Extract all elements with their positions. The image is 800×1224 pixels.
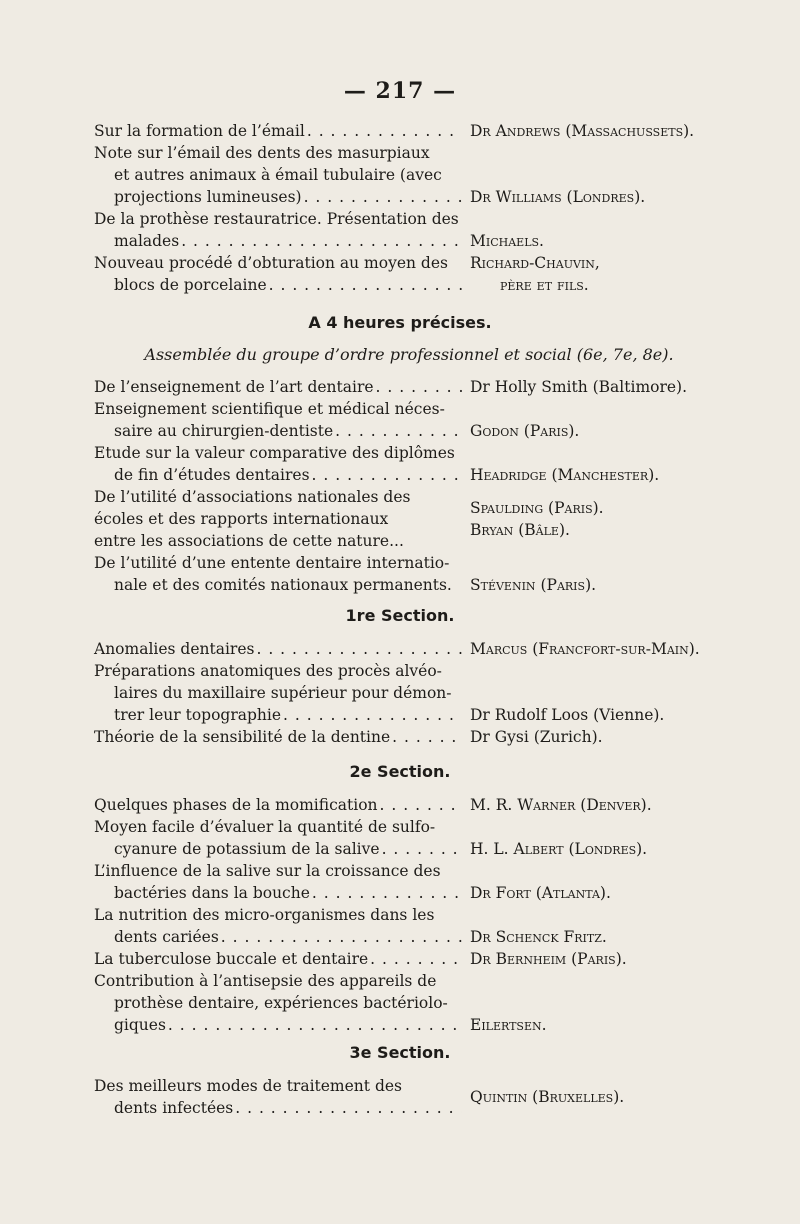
program-entry (94, 142, 724, 208)
entry-title: De la prothèse restauratrice. Présentation des (94, 210, 459, 228)
entry-author: Headridge (Manchester). (470, 466, 660, 484)
entry-author-line: Richard-Chauvin, (470, 254, 600, 272)
entry-title: saire au chirurgien-dentiste (114, 422, 334, 440)
entry-title: blocs de porcelaine (114, 276, 267, 294)
entry-title: Préparations anatomiques des procès alvéo- (94, 662, 442, 680)
entry-title: bactéries dans la bouche (114, 884, 310, 902)
program-entry (94, 486, 724, 552)
entry-author (464, 497, 724, 541)
entry-title: giques (114, 1016, 166, 1034)
entry-author: Dr Gysi (Zurich). (470, 728, 603, 746)
program-entry (94, 1075, 724, 1119)
program-entry (94, 816, 724, 860)
entry-title: La nutrition des micro-organismes dans les (94, 906, 435, 924)
program-entry (94, 252, 724, 296)
page-number: — 217 — (343, 78, 457, 104)
program-entry (94, 442, 724, 486)
entry-author: M. R. Warner (Denver). (470, 796, 652, 814)
entry-title: cyanure de potassium de la salive (114, 840, 380, 858)
entry-author: Dr Williams (Londres). (470, 188, 646, 206)
program-group-2 (94, 376, 724, 596)
entry-title: La tuberculose buccale et dentaire (94, 950, 369, 968)
entry-title: Enseignement scientifique et médical néces- (94, 400, 445, 418)
entry-author: Godon (Paris). (470, 422, 580, 440)
entry-author: H. L. Albert (Londres). (470, 840, 648, 858)
entry-title: De l’utilité d’une entente dentaire internatio- (94, 554, 450, 572)
entry-title: écoles et des rapports internationaux (94, 510, 389, 528)
program-entry (94, 904, 724, 948)
entry-title: Sur la formation de l’émail (94, 122, 305, 140)
entry-title: projections lumineuses) (114, 188, 302, 206)
program-group-1 (94, 120, 724, 296)
entry-author: Stévenin (Paris). (470, 576, 597, 594)
entry-author: Michaels. (470, 232, 544, 250)
section-1 (94, 638, 724, 748)
program-entry (94, 948, 724, 970)
entry-author-line: père et fils. (500, 276, 589, 294)
section-3 (94, 1075, 724, 1119)
section-3-heading: 3e Section. (349, 1043, 451, 1062)
entry-author (464, 252, 724, 296)
entry-title: Contribution à l’antisepsie des appareils de (94, 972, 437, 990)
entry-title: L’influence de la salive sur la croissance des (94, 862, 441, 880)
entry-title: Nouveau procédé d’obturation au moyen des (94, 254, 448, 272)
program-entry (94, 860, 724, 904)
entry-author: Dr Andrews (Massachussets). (470, 122, 695, 140)
entry-author: Marcus (Francfort-sur-Main). (470, 640, 700, 658)
entry-title: Moyen facile d’évaluer la quantité de sulfo- (94, 818, 436, 836)
program-entry (94, 660, 724, 726)
entry-author: Dr Schenck Fritz. (470, 928, 607, 946)
program-entry (94, 970, 724, 1036)
entry-title: Théorie de la sensibilité de la dentine (94, 728, 391, 746)
program-entry (94, 376, 724, 398)
section-2-heading: 2e Section. (349, 762, 451, 781)
entry-author: Dr Bernheim (Paris). (470, 950, 627, 968)
entry-title: entre les associations de cette nature... (94, 532, 404, 550)
program-entry (94, 208, 724, 252)
entry-title: Note sur l’émail des dents des masurpiaux (94, 144, 430, 162)
entry-author-line: Spaulding (Paris). (470, 499, 604, 517)
entry-title: prothèse dentaire, expériences bactériolo- (114, 994, 448, 1012)
entry-author: Dr Holly Smith (Baltimore). (470, 378, 688, 396)
section-1-heading: 1re Section. (345, 606, 455, 625)
program-entry (94, 794, 724, 816)
program-entry (94, 398, 724, 442)
entry-author: Eilertsen. (470, 1016, 547, 1034)
heading-4-heures: A 4 heures précises. (308, 313, 492, 332)
entry-title: Quelques phases de la momification (94, 796, 378, 814)
subtitle-assemblee: Assemblée du groupe d’ordre professionnel et social (6e, 7e, 8e). (144, 345, 674, 364)
entry-title: dents infectées (114, 1099, 234, 1117)
entry-author: Quintin (Bruxelles). (470, 1088, 625, 1106)
entry-title: et autres animaux à émail tubulaire (avec (114, 166, 442, 184)
entry-title: trer leur topographie (114, 706, 282, 724)
entry-author-line: Bryan (Bâle). (470, 521, 570, 539)
entry-title: malades (114, 232, 180, 250)
entry-title: Anomalies dentaires (94, 640, 255, 658)
program-entry (94, 120, 724, 142)
entry-author: Dr Fort (Atlanta). (470, 884, 611, 902)
program-entry (94, 552, 724, 596)
program-entry (94, 726, 724, 748)
entry-title: de fin d’études dentaires (114, 466, 310, 484)
entry-title: nale et des comités nationaux permanents. (114, 576, 452, 594)
entry-title: De l’utilité d’associations nationales des (94, 488, 411, 506)
program-entry (94, 638, 724, 660)
entry-title: dents cariées (114, 928, 219, 946)
section-2 (94, 794, 724, 1036)
entry-title: laires du maxillaire supérieur pour démon- (114, 684, 452, 702)
entry-title: De l’enseignement de l’art dentaire (94, 378, 374, 396)
entry-author: Dr Rudolf Loos (Vienne). (470, 706, 665, 724)
entry-title: Des meilleurs modes de traitement des (94, 1077, 402, 1095)
entry-title: Etude sur la valeur comparative des diplômes (94, 444, 455, 462)
